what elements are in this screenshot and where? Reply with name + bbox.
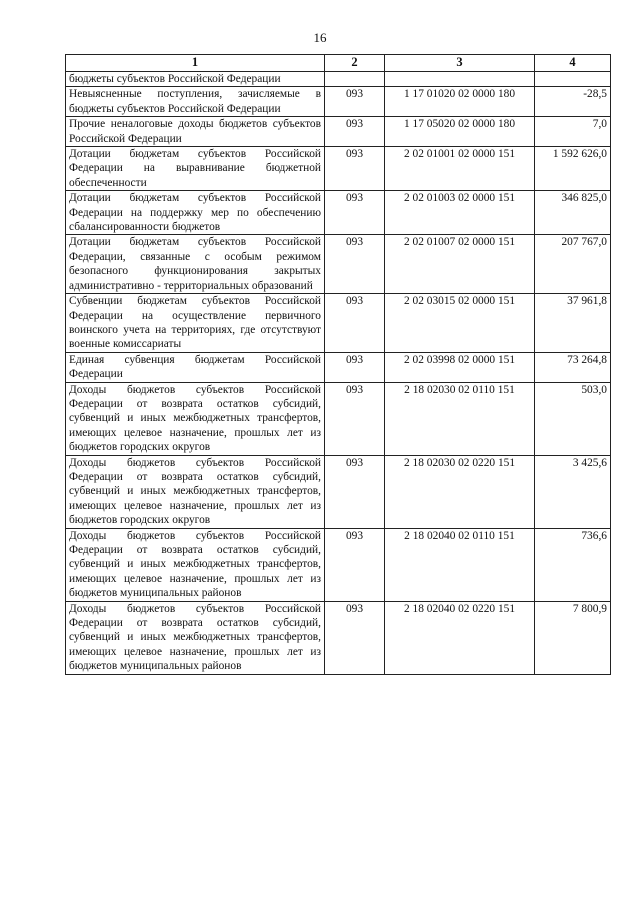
row-code: 2 02 01003 02 0000 151 bbox=[385, 191, 535, 235]
column-header-2: 2 bbox=[325, 55, 385, 72]
row-amount: -28,5 bbox=[535, 87, 611, 117]
row-code: 2 18 02030 02 0110 151 bbox=[385, 382, 535, 455]
column-header-3: 3 bbox=[385, 55, 535, 72]
continued-text: бюджеты субъектов Российской Федерации bbox=[66, 72, 325, 87]
row-name: Дотации бюджетам субъектов Российской Федерации, связанные с особым режимом безопасного функционирования закрытых административно - территориальных образований bbox=[66, 235, 325, 294]
row-name: Доходы бюджетов субъектов Российской Федерации от возврата остатков субсидий, субвенций и иных межбюджетных трансфертов, имеющих целевое назначение, прошлых лет из бюджетов муниципальных районов bbox=[66, 528, 325, 601]
row-grbs: 093 bbox=[325, 382, 385, 455]
row-code: 2 18 02040 02 0110 151 bbox=[385, 528, 535, 601]
table-row bbox=[66, 147, 611, 191]
row-grbs: 093 bbox=[325, 117, 385, 147]
table-row-continued bbox=[66, 72, 611, 87]
row-code: 2 02 03998 02 0000 151 bbox=[385, 352, 535, 382]
row-grbs: 093 bbox=[325, 87, 385, 117]
row-grbs: 093 bbox=[325, 147, 385, 191]
row-amount: 7 800,9 bbox=[535, 601, 611, 674]
row-name: Доходы бюджетов субъектов Российской Федерации от возврата остатков субсидий, субвенций и иных межбюджетных трансфертов, имеющих целевое назначение, прошлых лет из бюджетов муниципальных районов bbox=[66, 601, 325, 674]
row-code: 1 17 01020 02 0000 180 bbox=[385, 87, 535, 117]
table-row bbox=[66, 87, 611, 117]
table-row bbox=[66, 294, 611, 353]
row-amount: 503,0 bbox=[535, 382, 611, 455]
table-header-row bbox=[66, 55, 611, 72]
row-code: 1 17 05020 02 0000 180 bbox=[385, 117, 535, 147]
row-name: Доходы бюджетов субъектов Российской Федерации от возврата остатков субсидий, субвенций и иных межбюджетных трансфертов, имеющих целевое назначение, прошлых лет из бюджетов городских округов bbox=[66, 382, 325, 455]
row-amount: 37 961,8 bbox=[535, 294, 611, 353]
row-name: Субвенции бюджетам субъектов Российской Федерации на осуществление первичного воинского учета на территориях, где отсутствуют военные комиссариаты bbox=[66, 294, 325, 353]
row-name: Дотации бюджетам субъектов Российской Федерации на выравнивание бюджетной обеспеченности bbox=[66, 147, 325, 191]
table-row bbox=[66, 117, 611, 147]
row-grbs: 093 bbox=[325, 455, 385, 528]
row-amount: 736,6 bbox=[535, 528, 611, 601]
row-code: 2 02 01001 02 0000 151 bbox=[385, 147, 535, 191]
table-row bbox=[66, 235, 611, 294]
row-grbs: 093 bbox=[325, 191, 385, 235]
table-row bbox=[66, 352, 611, 382]
row-name: Доходы бюджетов субъектов Российской Федерации от возврата остатков субсидий, субвенций и иных межбюджетных трансфертов, имеющих целевое назначение, прошлых лет из бюджетов городских округов bbox=[66, 455, 325, 528]
column-header-4: 4 bbox=[535, 55, 611, 72]
row-amount: 1 592 626,0 bbox=[535, 147, 611, 191]
row-amount: 346 825,0 bbox=[535, 191, 611, 235]
row-code: 2 18 02040 02 0220 151 bbox=[385, 601, 535, 674]
row-grbs: 093 bbox=[325, 528, 385, 601]
column-header-1: 1 bbox=[66, 55, 325, 72]
table-row bbox=[66, 601, 611, 674]
table-row bbox=[66, 528, 611, 601]
row-name: Единая субвенция бюджетам Российской Федерации bbox=[66, 352, 325, 382]
row-code: 2 02 01007 02 0000 151 bbox=[385, 235, 535, 294]
page-number: 16 bbox=[313, 30, 327, 45]
row-amount: 3 425,6 bbox=[535, 455, 611, 528]
row-name: Невыясненные поступления, зачисляемые в бюджеты субъектов Российской Федерации bbox=[66, 87, 325, 117]
table-row bbox=[66, 382, 611, 455]
row-amount: 73 264,8 bbox=[535, 352, 611, 382]
table-row bbox=[66, 191, 611, 235]
row-amount: 7,0 bbox=[535, 117, 611, 147]
revenue-table bbox=[65, 54, 611, 675]
row-grbs: 093 bbox=[325, 294, 385, 353]
row-amount: 207 767,0 bbox=[535, 235, 611, 294]
row-grbs: 093 bbox=[325, 352, 385, 382]
row-code: 2 18 02030 02 0220 151 bbox=[385, 455, 535, 528]
row-grbs: 093 bbox=[325, 235, 385, 294]
row-grbs: 093 bbox=[325, 601, 385, 674]
table-row bbox=[66, 455, 611, 528]
row-code: 2 02 03015 02 0000 151 bbox=[385, 294, 535, 353]
row-name: Прочие неналоговые доходы бюджетов субъектов Российской Федерации bbox=[66, 117, 325, 147]
row-name: Дотации бюджетам субъектов Российской Федерации на поддержку мер по обеспечению сбалансированности бюджетов bbox=[66, 191, 325, 235]
